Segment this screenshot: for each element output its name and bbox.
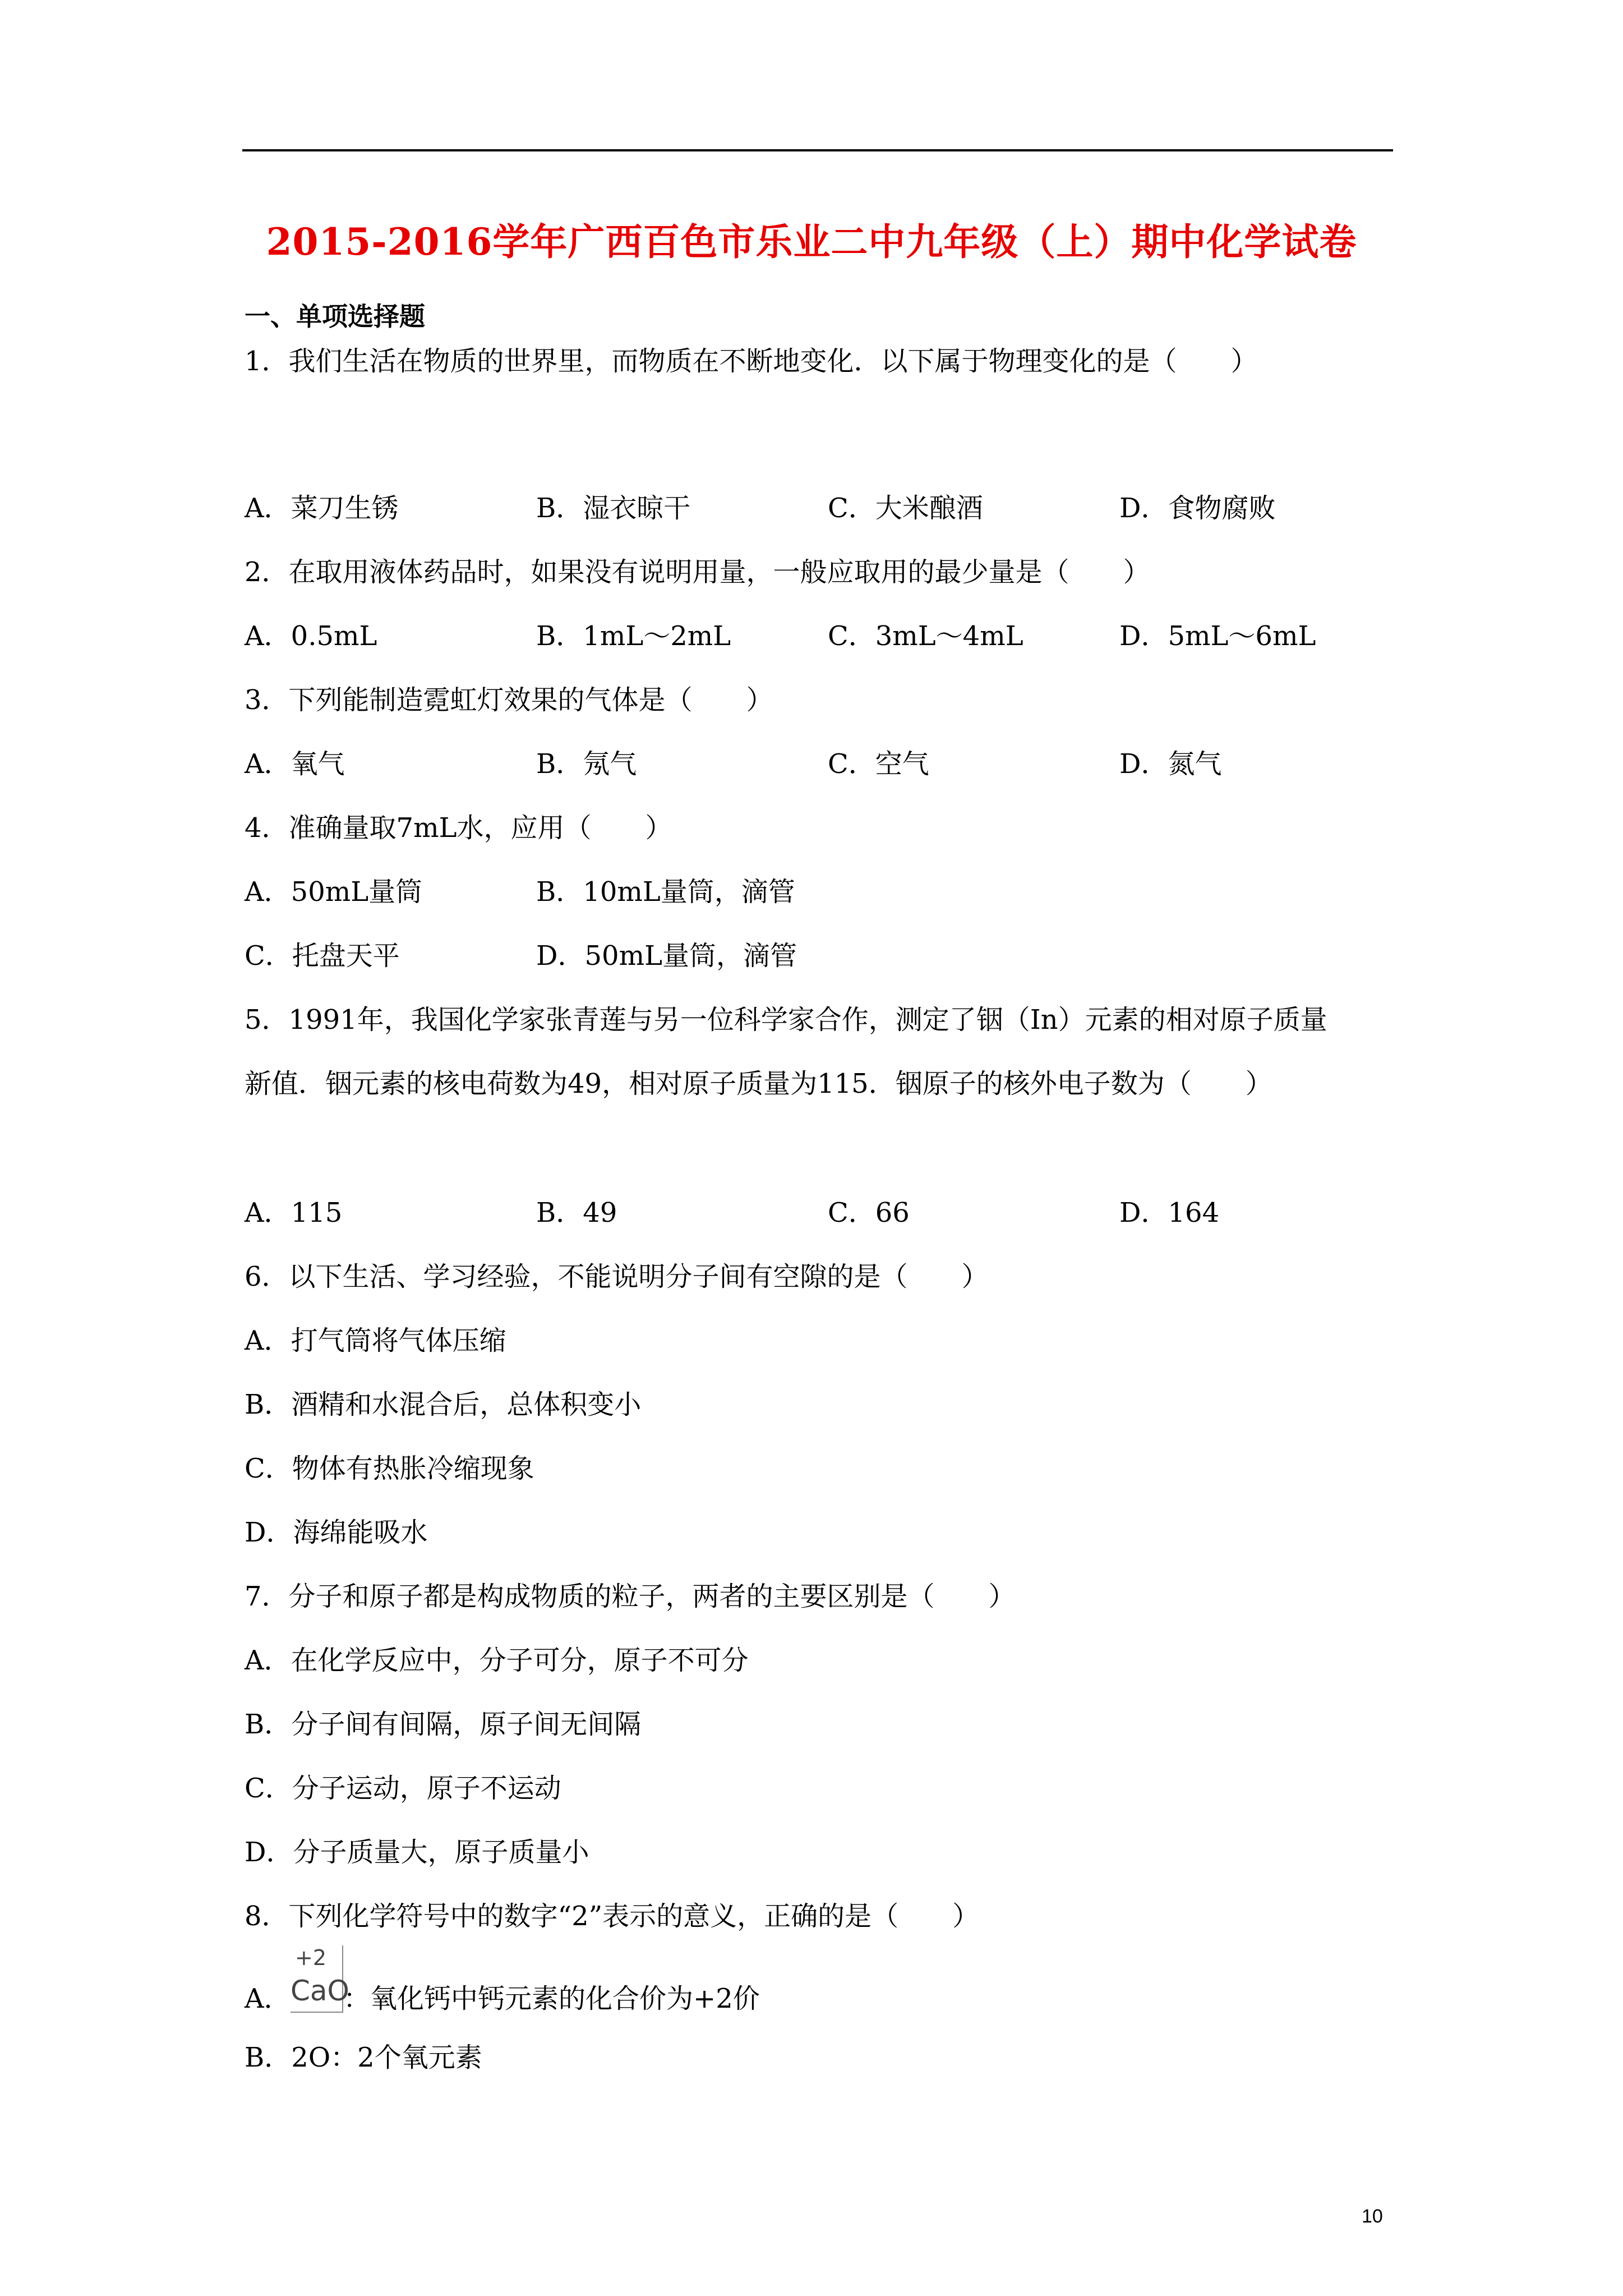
q2-option-c: C．3mL～4mL bbox=[828, 620, 1023, 652]
q3-option-b: B．氖气 bbox=[536, 748, 637, 780]
q8-option-a-prefix: A． bbox=[245, 1983, 291, 2014]
q7-option-c: C．分子运动，原子不运动 bbox=[245, 1773, 561, 1804]
question-6-stem: 6．以下生活、学习经验，不能说明分子间有空隙的是（ ） bbox=[245, 1261, 989, 1292]
formula-text: CaO bbox=[291, 1975, 349, 2007]
valence-superscript: +2 bbox=[295, 1945, 327, 1970]
q5-option-d: D．164 bbox=[1119, 1197, 1220, 1228]
page-title: 2015-2016学年广西百色市乐业二中九年级（上）期中化学试卷 bbox=[266, 220, 1357, 264]
q2-option-a: A．0.5mL bbox=[245, 620, 377, 652]
question-5-stem-line-1: 5．1991年，我国化学家张青莲与另一位科学家合作，测定了铟（In）元素的相对原子质量 bbox=[245, 1004, 1327, 1036]
q7-option-d: D．分子质量大，原子质量小 bbox=[245, 1837, 589, 1868]
q5-option-c: C．66 bbox=[828, 1197, 910, 1228]
q4-option-d: D．50mL量筒，滴管 bbox=[536, 940, 797, 972]
q8-option-a-text: ：氧化钙中钙元素的化合价为+2价 bbox=[343, 1983, 760, 2014]
q4-option-a: A．50mL量筒 bbox=[245, 876, 423, 908]
question-3-stem: 3．下列能制造霓虹灯效果的气体是（ ） bbox=[245, 684, 773, 716]
q1-option-c: C．大米酿酒 bbox=[828, 493, 983, 524]
q3-option-d: D．氮气 bbox=[1119, 748, 1222, 780]
q3-option-a: A．氧气 bbox=[245, 748, 345, 780]
q6-option-a: A．打气筒将气体压缩 bbox=[245, 1325, 506, 1356]
question-8-stem: 8．下列化学符号中的数字“2”表示的意义，正确的是（ ） bbox=[245, 1901, 980, 1932]
q1-option-b: B．湿衣晾干 bbox=[536, 493, 691, 524]
q3-option-c: C．空气 bbox=[828, 748, 929, 780]
q5-option-a: A．115 bbox=[245, 1197, 343, 1228]
q4-option-c: C．托盘天平 bbox=[245, 940, 400, 972]
question-1-stem: 1．我们生活在物质的世界里，而物质在不断地变化．以下属于物理变化的是（ ） bbox=[245, 346, 1258, 377]
q1-option-a: A．菜刀生锈 bbox=[245, 493, 399, 524]
q6-option-b: B．酒精和水混合后，总体积变小 bbox=[245, 1389, 642, 1420]
q2-option-d: D．5mL～6mL bbox=[1119, 620, 1316, 652]
question-2-stem: 2．在取用液体药品时，如果没有说明用量，一般应取用的最少量是（ ） bbox=[245, 556, 1150, 588]
q4-option-b: B．10mL量筒，滴管 bbox=[536, 876, 795, 908]
question-7-stem: 7．分子和原子都是构成物质的粒子，两者的主要区别是（ ） bbox=[245, 1581, 1016, 1612]
q6-option-c: C．物体有热胀冷缩现象 bbox=[245, 1453, 534, 1484]
question-4-stem: 4．准确量取7mL水，应用（ ） bbox=[245, 812, 672, 844]
q2-option-b: B．1mL～2mL bbox=[536, 620, 731, 652]
question-5-stem-line-2: 新值．铟元素的核电荷数为49，相对原子质量为115．铟原子的核外电子数为（ ） bbox=[245, 1068, 1272, 1099]
section-heading: 一、单项选择题 bbox=[245, 301, 425, 332]
page-number: 10 bbox=[1362, 2206, 1383, 2227]
q6-option-d: D．海绵能吸水 bbox=[245, 1517, 428, 1548]
header-rule bbox=[242, 149, 1393, 151]
valence-formula-image bbox=[291, 1945, 349, 2013]
q5-option-b: B．49 bbox=[536, 1197, 617, 1228]
q8-option-b: B．2O：2个氧元素 bbox=[245, 2042, 482, 2073]
q7-option-a: A．在化学反应中，分子可分，原子不可分 bbox=[245, 1645, 749, 1676]
q1-option-d: D．食物腐败 bbox=[1119, 493, 1276, 524]
q7-option-b: B．分子间有间隔，原子间无间隔 bbox=[245, 1709, 642, 1740]
